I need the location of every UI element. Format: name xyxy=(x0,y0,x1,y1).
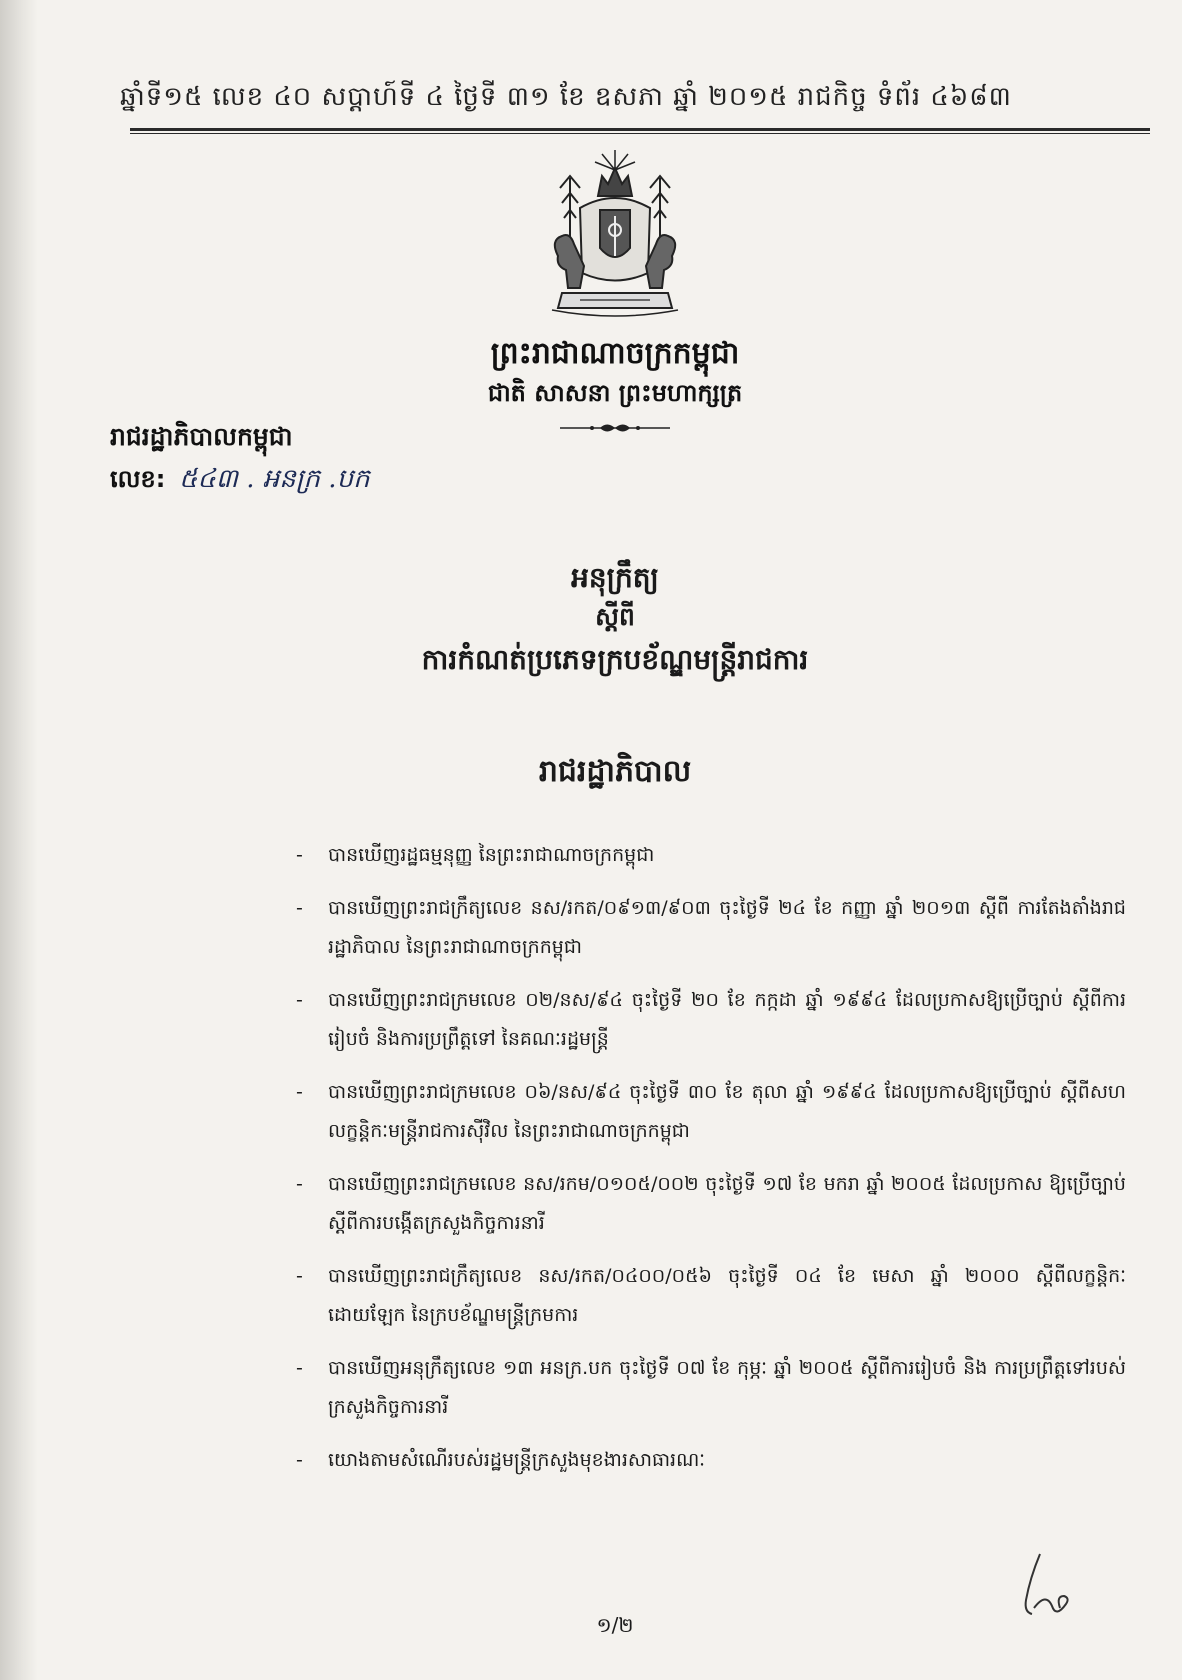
recital-marker: - xyxy=(296,1173,303,1195)
reference-line xyxy=(110,462,370,500)
national-motto: ជាតិ សាសនា ព្រះមហាក្សត្រ xyxy=(487,379,743,407)
recital-marker: - xyxy=(296,1081,303,1103)
recital-text: បានឃើញព្រះរាជក្រឹត្យលេខ នស/រកត/០៩១៣/៩០៣ ចុះថ្ងៃទី ២៤ ខែ កញ្ញា ឆ្នាំ ២០១៣ ស្តីពី ការតែងតាំងរាជរដ្ឋាភិបាល នៃព្រះរាជាណាចក្រកម្ពុជា xyxy=(328,897,1126,958)
recital-item xyxy=(296,836,1126,875)
recitals-list xyxy=(296,836,1126,1494)
kingdom-name: ព្រះរាជាណាចក្រកម្ពុជា xyxy=(490,336,740,371)
recital-item xyxy=(296,1073,1126,1151)
recital-item xyxy=(296,1165,1126,1243)
recital-text: បានឃើញព្រះរាជក្រមលេខ នស/រកម/០១០៥/០០២ ចុះថ្ងៃទី ១៧ ខែ មករា ឆ្នាំ ២០០៥ ដែលប្រកាស ឱ្យប្រើច្បាប់ស្តីពីការបង្កើតក្រសួងកិច្ចការនារី xyxy=(328,1173,1126,1234)
recital-text: បានឃើញព្រះរាជក្រមលេខ ០២/នស/៩៤ ចុះថ្ងៃទី ២០ ខែ កក្កដា ឆ្នាំ ១៩៩៤ ដែលប្រកាសឱ្យប្រើច្បាប់ ស្តីពីការរៀបចំ និងការប្រព្រឹត្តទៅ នៃគណៈរដ្ឋមន្ត្រី xyxy=(328,989,1126,1050)
ornamental-divider-icon xyxy=(560,420,670,436)
recital-marker: - xyxy=(296,1449,303,1471)
issuing-authority: រាជរដ្ឋាភិបាលកម្ពុជា xyxy=(110,422,293,451)
recital-marker: - xyxy=(296,897,303,919)
royal-coat-of-arms-icon xyxy=(540,148,690,323)
recital-text: បានឃើញព្រះរាជក្រមលេខ ០៦/នស/៩៤ ចុះថ្ងៃទី ៣០ ខែ តុលា ឆ្នាំ ១៩៩៤ ដែលប្រកាសឱ្យប្រើច្បាប់ ស្តីពីសហលក្ខន្តិកៈមន្ត្រីរាជការស៊ីវិល នៃព្រះរាជាណាចក្រកម្ពុជា xyxy=(328,1081,1126,1142)
recital-text: បានឃើញព្រះរាជក្រឹត្យលេខ នស/រកត/០៤០០/០៥៦ ចុះថ្ងៃទី ០៤ ខែ មេសា ឆ្នាំ ២០០០ ស្តីពីលក្ខន្តិកៈ ដោយឡែក នៃក្របខ័ណ្ឌមន្ត្រីក្រមការ xyxy=(328,1265,1126,1326)
recital-marker: - xyxy=(296,989,303,1011)
recital-text: បានឃើញរដ្ឋធម្មនុញ្ញ នៃព្រះរាជាណាចក្រកម្ពុជា xyxy=(328,844,655,866)
recital-text: បានឃើញអនុក្រឹត្យលេខ ១៣ អនក្រ.បក ចុះថ្ងៃទី ០៧ ខែ កុម្ភៈ ឆ្នាំ ២០០៥ ស្តីពីការរៀបចំ និង ការប្រព្រឹត្តទៅរបស់ក្រសួងកិច្ចការនារី xyxy=(328,1357,1126,1418)
recital-item xyxy=(296,889,1126,967)
about-label: ស្តីពី xyxy=(595,602,635,631)
recital-marker: - xyxy=(296,1357,303,1379)
enacting-authority: រាជរដ្ឋាភិបាល xyxy=(538,754,692,789)
title-block xyxy=(250,560,980,686)
recital-item xyxy=(296,1441,1126,1480)
recital-marker: - xyxy=(296,844,303,866)
handwritten-initial-icon xyxy=(1012,1548,1092,1628)
document-type: អនុក្រឹត្យ xyxy=(571,561,659,594)
recital-item xyxy=(296,1257,1126,1335)
gazette-header: ឆ្នាំទី១៥ លេខ ៤០ សប្តាហ៍ទី ៤ ថ្ងៃទី ៣១ ខែ ឧសភា ឆ្នាំ ២០១៥ រាជកិច្ច ទំព័រ ៤៦៨៣ xyxy=(120,82,1012,112)
recital-text: យោងតាមសំណើរបស់រដ្ឋមន្ត្រីក្រសួងមុខងារសាធារណៈ xyxy=(328,1449,706,1471)
reference-label: លេខ: xyxy=(110,465,166,493)
scan-edge-shadow xyxy=(0,0,38,1680)
recital-marker: - xyxy=(296,1265,303,1287)
document-subject: ការកំណត់ប្រភេទក្របខ័ណ្ឌមន្ត្រីរាជការ xyxy=(421,643,809,676)
recital-item xyxy=(296,981,1126,1059)
recital-item xyxy=(296,1349,1126,1427)
page-number: ១/២ xyxy=(596,1613,634,1637)
header-rule xyxy=(130,128,1150,134)
reference-number: ៥៤៣ . អនក្រ .បក xyxy=(178,464,370,494)
